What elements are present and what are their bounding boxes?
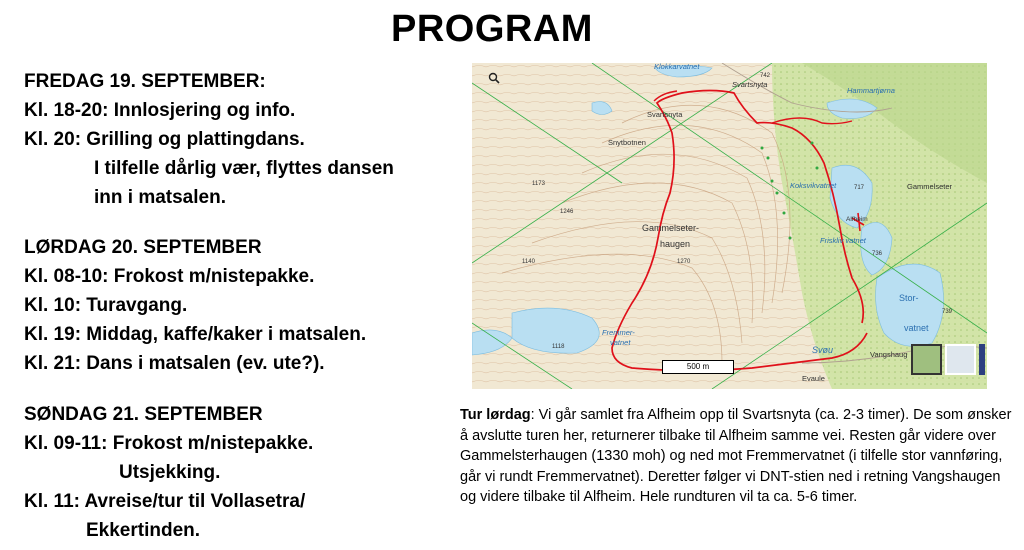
map-scale-bar: 500 m: [662, 360, 734, 374]
schedule-item: Kl. 18-20: Innlosjering og info.: [24, 100, 296, 121]
label-1118: 1118: [552, 344, 565, 350]
schedule-item: I tilfelle dårlig vær, flyttes dansen: [94, 158, 394, 179]
schedule-item: Kl. 10: Turavgang.: [24, 295, 188, 316]
label-hammartjorna: Hammartjørna: [847, 86, 895, 95]
saturday-schedule: [24, 233, 366, 378]
label-alfheim: Alfheim: [846, 216, 868, 223]
label-739: 739: [942, 309, 953, 315]
label-vangshaug: Vangshaug: [870, 350, 908, 359]
map-canvas: [472, 63, 987, 389]
route-map[interactable]: [472, 63, 987, 389]
page-title: PROGRAM: [391, 8, 593, 50]
label-fremmer-2: vatnet: [610, 338, 631, 347]
schedule-item: Kl. 08-10: Frokost m/nistepakke.: [24, 266, 315, 287]
schedule-item: Kl. 19: Middag, kaffe/kaker i matsalen.: [24, 324, 367, 345]
label-vatnet: vatnet: [904, 323, 929, 333]
layer-more-button[interactable]: [979, 344, 985, 375]
label-snytbotnen: Snytbotnen: [608, 138, 646, 147]
map-search-button[interactable]: [482, 67, 506, 89]
friday-schedule: [24, 67, 394, 212]
lake-storvatnet: [876, 264, 944, 346]
label-stor: Stor-: [899, 293, 919, 303]
sunday-heading: SØNDAG 21. SEPTEMBER: [24, 404, 263, 425]
label-717: 717: [854, 185, 865, 191]
label-1140: 1140: [522, 259, 535, 265]
label-klokkarvatnet: Klokkarvatnet: [654, 63, 700, 71]
label-svartsnyta-top: Svartsnyta: [732, 80, 768, 89]
label-gammelseter-2: haugen: [660, 239, 691, 249]
label-evaule: Evaule: [802, 374, 825, 383]
label-1173: 1173: [532, 181, 545, 187]
label-736: 736: [872, 251, 883, 257]
label-1270: 1270: [677, 259, 691, 265]
schedule-item: inn i matsalen.: [94, 187, 226, 208]
label-fremmer-1: Fremmer-: [602, 328, 635, 337]
friday-heading: FREDAG 19. SEPTEMBER:: [24, 71, 266, 92]
schedule-item: Kl. 11: Avreise/tur til Vollasetra/: [24, 491, 306, 512]
label-742: 742: [760, 73, 771, 79]
label-koksvikvatnet: Koksvikvatnet: [790, 181, 837, 190]
schedule-item: Utsjekking.: [119, 462, 221, 483]
tour-description-text: : Vi går samlet fra Alfheim opp til Svartsnyta (ca. 2-3 timer). De som ønsker å avslutte turen her, returnerer tilbake til Alfheim samme vei. Resten går videre over Gammelsterhaugen (1330 moh) og ned mot Fremmervatnet (i tilfelle stor vannføring, går vi rundt Fremmervatnet). Deretter følger vi DNT-stien ned i retning Vangshaugen og videre tilbake til Alfheim. Hele rundturen vil ta ca. 5-6 timer.: [460, 407, 1012, 505]
layer-aerial-button[interactable]: [945, 344, 976, 375]
label-svou: Svøu: [812, 345, 834, 355]
map-layer-switcher[interactable]: [911, 344, 985, 375]
label-friskliv-vatnet: Friskliv vatnet: [820, 236, 866, 245]
layer-topo-button[interactable]: [911, 344, 942, 375]
label-gammelseter-right: Gammelseter: [907, 182, 953, 191]
search-icon: [488, 72, 500, 84]
label-1246: 1246: [560, 209, 574, 215]
tour-description: [460, 405, 1020, 508]
schedule-item: Kl. 20: Grilling og plattingdans.: [24, 129, 305, 150]
saturday-heading: LØRDAG 20. SEPTEMBER: [24, 237, 262, 258]
schedule-item: Ekkertinden.: [86, 520, 201, 541]
label-svartsnyta: Svartsnyta: [647, 110, 683, 119]
sunday-schedule: [24, 400, 313, 545]
label-gammelseter-1: Gammelseter-: [642, 223, 700, 233]
schedule-item: Kl. 09-11: Frokost m/nistepakke.: [24, 433, 314, 454]
tour-description-label: Tur lørdag: [460, 407, 531, 423]
schedule-item: Kl. 21: Dans i matsalen (ev. ute?).: [24, 353, 325, 374]
